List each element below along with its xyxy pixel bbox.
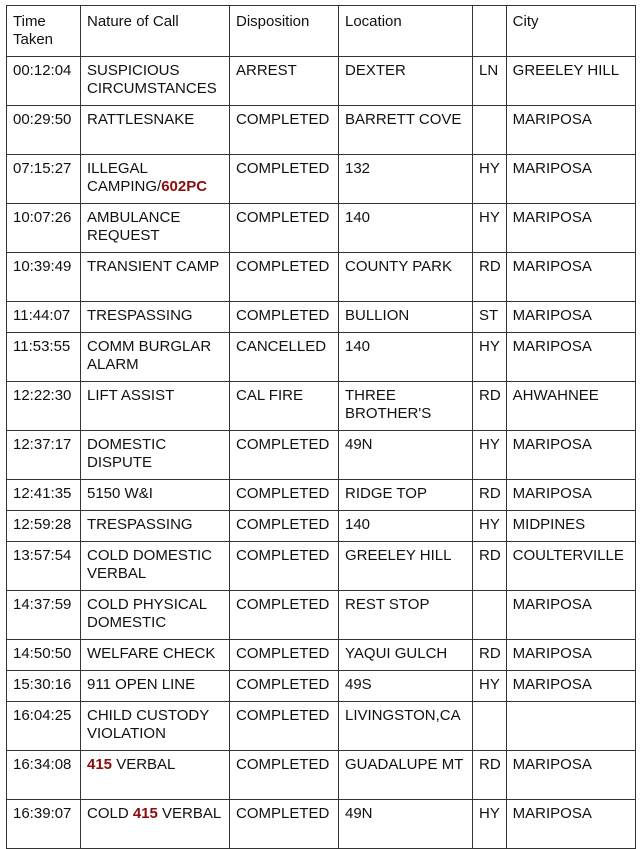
city-cell: AHWAHNEE <box>506 382 635 431</box>
table-row <box>7 204 636 253</box>
suffix-cell: HY <box>473 800 507 849</box>
city-cell: MARIPOSA <box>506 333 635 382</box>
city-cell: MIDPINES <box>506 511 635 542</box>
location-cell: LIVINGSTON,CA <box>339 702 473 751</box>
disposition-cell: COMPLETED <box>230 640 339 671</box>
city-cell: MARIPOSA <box>506 302 635 333</box>
time-cell: 12:22:30 <box>7 382 81 431</box>
suffix-cell: HY <box>473 511 507 542</box>
location-cell: 140 <box>339 333 473 382</box>
suffix-cell <box>473 591 507 640</box>
suffix-cell: RD <box>473 253 507 302</box>
suffix-cell: ST <box>473 302 507 333</box>
time-cell: 13:57:54 <box>7 542 81 591</box>
location-cell: BULLION <box>339 302 473 333</box>
suffix-cell: RD <box>473 382 507 431</box>
city-cell <box>506 702 635 751</box>
header-city: City <box>506 6 635 57</box>
time-cell: 12:59:28 <box>7 511 81 542</box>
table-row <box>7 751 636 800</box>
time-cell: 11:44:07 <box>7 302 81 333</box>
time-cell: 16:34:08 <box>7 751 81 800</box>
header-row <box>7 6 636 57</box>
nature-cell <box>81 155 230 204</box>
suffix-cell: RD <box>473 542 507 591</box>
disposition-cell: COMPLETED <box>230 302 339 333</box>
disposition-cell: COMPLETED <box>230 431 339 480</box>
time-cell: 15:30:16 <box>7 671 81 702</box>
location-cell: DEXTER <box>339 57 473 106</box>
suffix-cell: HY <box>473 431 507 480</box>
time-cell: 14:50:50 <box>7 640 81 671</box>
location-cell: 140 <box>339 204 473 253</box>
suffix-cell: RD <box>473 751 507 800</box>
nature-cell: LIFT ASSIST <box>81 382 230 431</box>
nature-cell <box>81 751 230 800</box>
suffix-cell: HY <box>473 333 507 382</box>
disposition-cell: COMPLETED <box>230 671 339 702</box>
location-cell: YAQUI GULCH <box>339 640 473 671</box>
location-cell: REST STOP <box>339 591 473 640</box>
table-row <box>7 155 636 204</box>
nature-cell: RATTLESNAKE <box>81 106 230 155</box>
location-cell: 49N <box>339 800 473 849</box>
nature-text: ILLEGAL CAMPING/ <box>87 160 162 195</box>
penal-code: 602PC <box>161 178 208 195</box>
city-cell: MARIPOSA <box>506 204 635 253</box>
disposition-cell: COMPLETED <box>230 751 339 800</box>
location-cell: RIDGE TOP <box>339 480 473 511</box>
time-cell: 12:41:35 <box>7 480 81 511</box>
city-cell: MARIPOSA <box>506 800 635 849</box>
location-cell: 140 <box>339 511 473 542</box>
suffix-cell: RD <box>473 640 507 671</box>
header-suffix <box>473 6 507 57</box>
nature-cell: 911 OPEN LINE <box>81 671 230 702</box>
disposition-cell: COMPLETED <box>230 511 339 542</box>
nature-cell: COMM BURGLAR ALARM <box>81 333 230 382</box>
time-cell: 16:04:25 <box>7 702 81 751</box>
penal-code: 415 <box>87 756 113 773</box>
table-row <box>7 640 636 671</box>
time-cell: 00:29:50 <box>7 106 81 155</box>
city-cell: MARIPOSA <box>506 155 635 204</box>
table-row <box>7 431 636 480</box>
time-cell: 00:12:04 <box>7 57 81 106</box>
city-cell: MARIPOSA <box>506 591 635 640</box>
suffix-cell: LN <box>473 57 507 106</box>
table-row <box>7 302 636 333</box>
nature-cell: CHILD CUSTODY VIOLATION <box>81 702 230 751</box>
city-cell: MARIPOSA <box>506 106 635 155</box>
suffix-cell: HY <box>473 155 507 204</box>
table-row <box>7 333 636 382</box>
nature-cell: 5150 W&I <box>81 480 230 511</box>
nature-cell: WELFARE CHECK <box>81 640 230 671</box>
disposition-cell: COMPLETED <box>230 542 339 591</box>
table-row <box>7 702 636 751</box>
nature-text: VERBAL <box>157 805 222 822</box>
table-row <box>7 57 636 106</box>
time-cell: 10:07:26 <box>7 204 81 253</box>
location-cell: THREE BROTHER'S <box>339 382 473 431</box>
header-location: Location <box>339 6 473 57</box>
table-row <box>7 382 636 431</box>
table-row <box>7 511 636 542</box>
location-cell: GUADALUPE MT <box>339 751 473 800</box>
disposition-cell: COMPLETED <box>230 155 339 204</box>
city-cell: MARIPOSA <box>506 751 635 800</box>
suffix-cell: RD <box>473 480 507 511</box>
nature-text: COLD <box>87 805 133 822</box>
disposition-cell: CAL FIRE <box>230 382 339 431</box>
nature-text: VERBAL <box>112 756 176 773</box>
city-cell: COULTERVILLE <box>506 542 635 591</box>
nature-cell: AMBULANCE REQUEST <box>81 204 230 253</box>
location-cell: COUNTY PARK <box>339 253 473 302</box>
table-row <box>7 106 636 155</box>
city-cell: MARIPOSA <box>506 253 635 302</box>
call-log-table <box>6 5 636 849</box>
disposition-cell: ARREST <box>230 57 339 106</box>
time-cell: 14:37:59 <box>7 591 81 640</box>
nature-cell: COLD PHYSICAL DOMESTIC <box>81 591 230 640</box>
header-time: Time Taken <box>7 6 81 57</box>
penal-code: 415 <box>132 805 158 822</box>
location-cell: BARRETT COVE <box>339 106 473 155</box>
nature-cell: TRESPASSING <box>81 511 230 542</box>
suffix-cell <box>473 702 507 751</box>
suffix-cell: HY <box>473 204 507 253</box>
disposition-cell: COMPLETED <box>230 204 339 253</box>
nature-cell: SUSPICIOUS CIRCUMSTANCES <box>81 57 230 106</box>
disposition-cell: CANCELLED <box>230 333 339 382</box>
disposition-cell: COMPLETED <box>230 800 339 849</box>
disposition-cell: COMPLETED <box>230 702 339 751</box>
table-row <box>7 671 636 702</box>
table-row <box>7 542 636 591</box>
nature-cell: TRANSIENT CAMP <box>81 253 230 302</box>
time-cell: 11:53:55 <box>7 333 81 382</box>
suffix-cell: HY <box>473 671 507 702</box>
city-cell: GREELEY HILL <box>506 57 635 106</box>
city-cell: MARIPOSA <box>506 431 635 480</box>
table-row <box>7 800 636 849</box>
header-nature: Nature of Call <box>81 6 230 57</box>
time-cell: 16:39:07 <box>7 800 81 849</box>
location-cell: 49S <box>339 671 473 702</box>
nature-cell: DOMESTIC DISPUTE <box>81 431 230 480</box>
suffix-cell <box>473 106 507 155</box>
location-cell: 132 <box>339 155 473 204</box>
disposition-cell: COMPLETED <box>230 591 339 640</box>
city-cell: MARIPOSA <box>506 480 635 511</box>
time-cell: 12:37:17 <box>7 431 81 480</box>
table-row <box>7 253 636 302</box>
location-cell: GREELEY HILL <box>339 542 473 591</box>
disposition-cell: COMPLETED <box>230 253 339 302</box>
disposition-cell: COMPLETED <box>230 106 339 155</box>
table-row <box>7 480 636 511</box>
time-cell: 10:39:49 <box>7 253 81 302</box>
table-row <box>7 591 636 640</box>
disposition-cell: COMPLETED <box>230 480 339 511</box>
city-cell: MARIPOSA <box>506 640 635 671</box>
location-cell: 49N <box>339 431 473 480</box>
nature-cell <box>81 800 230 849</box>
nature-cell: COLD DOMESTIC VERBAL <box>81 542 230 591</box>
header-disposition: Disposition <box>230 6 339 57</box>
city-cell: MARIPOSA <box>506 671 635 702</box>
nature-cell: TRESPASSING <box>81 302 230 333</box>
time-cell: 07:15:27 <box>7 155 81 204</box>
